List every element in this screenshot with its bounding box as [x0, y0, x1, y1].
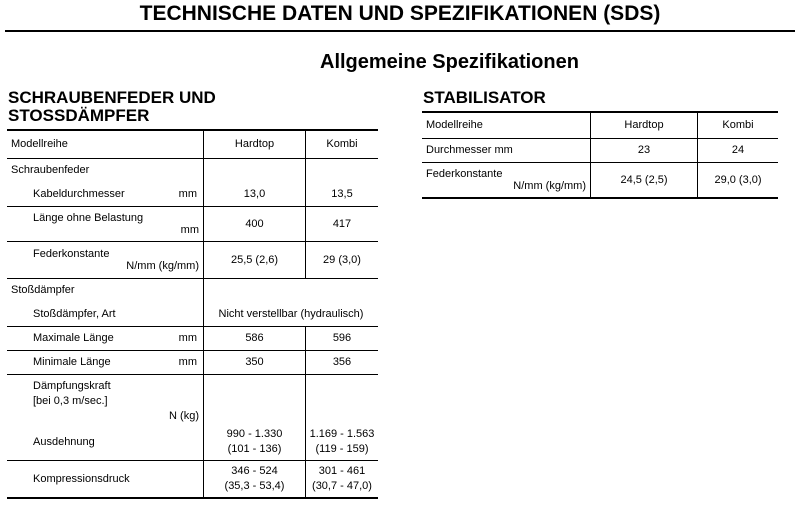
- damping-unit: N (kg): [169, 409, 199, 422]
- stabilizer-title: STABILISATOR: [423, 88, 546, 107]
- stab-col-model: Modellreihe: [422, 112, 591, 138]
- compression-hardtop-2: (35,3 - 53,4): [224, 479, 285, 492]
- free-length-label: Länge ohne Belastung: [33, 211, 144, 224]
- max-length-hardtop: 586: [204, 326, 306, 350]
- free-length-hardtop: 400: [204, 206, 306, 241]
- damper-type-row: [7, 302, 378, 326]
- free-length-unit: mm: [180, 223, 199, 236]
- damping-force-row: [7, 374, 378, 424]
- stabilizer-rate-row: [422, 162, 778, 198]
- stab-rate-kombi: 29,0 (3,0): [714, 173, 762, 186]
- damping-label-1: Dämpfungskraft: [33, 379, 111, 392]
- stab-diameter-kombi: 24: [698, 138, 779, 162]
- extension-hardtop-2: (101 - 136): [227, 442, 282, 455]
- extension-row: [7, 424, 378, 460]
- col-model: Modellreihe: [7, 130, 204, 158]
- max-length-unit: mm: [178, 332, 197, 344]
- coil-spring-shock-absorber-title: [8, 89, 216, 125]
- stabilizer-diameter-row: [422, 138, 778, 162]
- wire-diameter-row: [7, 182, 378, 206]
- col-kombi: Kombi: [306, 130, 379, 158]
- min-length-label: Minimale Länge: [33, 356, 111, 368]
- damper-group-label: Stoßdämpfer: [7, 278, 204, 302]
- compression-row: [7, 460, 378, 498]
- min-length-row: [7, 350, 378, 374]
- title-line-1: SCHRAUBENFEDER UND: [8, 88, 216, 107]
- extension-kombi-2: (119 - 159): [315, 442, 369, 455]
- stab-rate-label: Federkonstante: [426, 167, 503, 180]
- section-heading: Allgemeine Spezifikationen: [320, 51, 579, 73]
- spring-rate-label: Federkonstante: [33, 247, 110, 260]
- min-length-unit: mm: [178, 356, 197, 368]
- extension-hardtop-1: 990 - 1.330: [226, 427, 283, 440]
- title-line-2: STOSSDÄMPFER: [8, 106, 150, 125]
- max-length-kombi: 596: [306, 326, 379, 350]
- coil-spring-shock-absorber-table: [7, 129, 378, 499]
- stab-rate-hardtop: 24,5 (2,5): [591, 162, 698, 198]
- free-length-kombi: 417: [306, 206, 379, 241]
- spring-rate-row: [7, 241, 378, 278]
- stab-col-hardtop: Hardtop: [591, 112, 698, 138]
- max-length-label: Maximale Länge: [33, 332, 114, 344]
- min-length-kombi: 356: [306, 350, 379, 374]
- spring-group-label: Schraubenfeder: [7, 158, 204, 182]
- wire-diameter-kombi: 13,5: [306, 182, 379, 206]
- max-length-row: [7, 326, 378, 350]
- spring-rate-kombi: 29 (3,0): [306, 241, 379, 278]
- spring-group-row: [7, 158, 378, 182]
- wire-diameter-unit: mm: [178, 187, 197, 200]
- free-length-row: [7, 206, 378, 241]
- damper-type-value: Nicht verstellbar (hydraulisch): [204, 302, 379, 326]
- page-title: TECHNISCHE DATEN UND SPEZIFIKATIONEN (SDS): [139, 2, 661, 25]
- wire-diameter-label: Kabeldurchmesser: [33, 187, 125, 200]
- stabilizer-header-row: [422, 112, 778, 138]
- spring-rate-unit: N/mm (kg/mm): [126, 259, 199, 272]
- wire-diameter-hardtop: 13,0: [204, 182, 306, 206]
- stab-col-kombi: Kombi: [698, 112, 779, 138]
- compression-kombi-2: (30,7 - 47,0): [312, 479, 372, 492]
- compression-label: Kompressionsdruck: [7, 460, 204, 498]
- stabilizer-table: [422, 111, 778, 199]
- col-hardtop: Hardtop: [204, 130, 306, 158]
- stab-rate-unit: N/mm (kg/mm): [513, 179, 586, 192]
- extension-label: Ausdehnung: [7, 424, 204, 460]
- title-rule: [5, 30, 795, 32]
- extension-kombi-1: 1.169 - 1.563: [309, 427, 375, 440]
- stab-diameter-hardtop: 23: [591, 138, 698, 162]
- damper-type-label: Stoßdämpfer, Art: [7, 302, 204, 326]
- stab-diameter-label: Durchmesser mm: [422, 138, 591, 162]
- spring-rate-hardtop: 25,5 (2,6): [204, 241, 306, 278]
- header-row: [7, 130, 378, 158]
- damping-label-2: [bei 0,3 m/sec.]: [33, 394, 108, 407]
- compression-hardtop-1: 346 - 524: [231, 464, 278, 477]
- compression-kombi-1: 301 - 461: [318, 464, 366, 477]
- damper-group-row: [7, 278, 378, 302]
- min-length-hardtop: 350: [204, 350, 306, 374]
